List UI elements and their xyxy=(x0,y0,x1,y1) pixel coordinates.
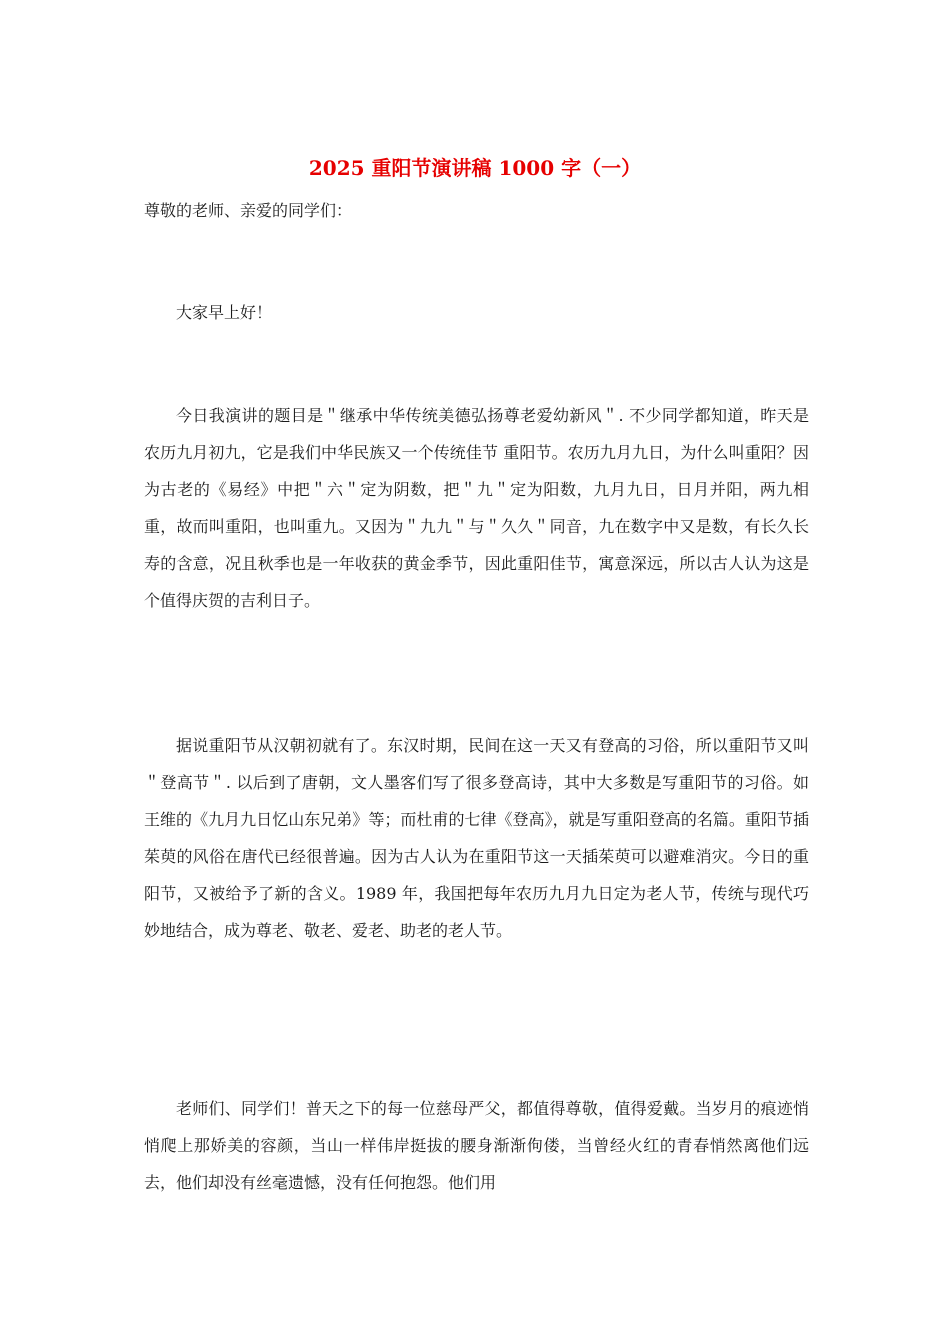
paragraph-history: 据说重阳节从汉朝初就有了。东汉时期，民间在这一天又有登高的习俗，所以重阳节又叫＂登高节＂. 以后到了唐朝，文人墨客们写了很多登高诗，其中大多数是写重阳节的习俗。如王维的《九月九日忆山东兄弟》等；而杜甫的七律《登高》，就是写重阳登高的名篇。重阳节插茱萸的风俗在唐代已经很普遍。因为古人认为在重阳节这一天插茱萸可以避难消灾。今日的重阳节，又被给予了新的含义。1989 年，我国把每年农历九月九日定为老人节，传统与现代巧妙地结合，成为尊老、敬老、爱老、助老的老人节。 xyxy=(144,736,809,940)
paragraph-teachers: 老师们、同学们！普天之下的每一位慈母严父，都值得尊敬，值得爱戴。当岁月的痕迹悄悄爬上那娇美的容颜，当山一样伟岸挺拔的腰身渐渐佝偻，当曾经火红的青春悄然离他们远去，他们却没有丝毫遗憾，没有任何抱怨。他们用 xyxy=(144,1099,809,1192)
paragraph-topic: 今日我演讲的题目是＂继承中华传统美德弘扬尊老爱幼新风＂. 不少同学都知道，昨天是农历九月初九，它是我们中华民族又一个传统佳节 重阳节。农历九月九日，为什么叫重阳？因为古老的《易经》中把＂六＂定为阴数，把＂九＂定为阳数，九月九日，日月并阳，两九相重，故而叫重阳，也叫重九。又因为＂九九＂与＂久久＂同音，九在数字中又是数，有长久长寿的含意，况且秋季也是一年收获的黄金季节，因此重阳佳节，寓意深远，所以古人认为这是个值得庆贺的吉利日子。 xyxy=(144,406,809,610)
document-title: 2025 重阳节演讲稿 1000 字（一） xyxy=(308,156,642,180)
salutation: 尊敬的老师、亲爱的同学们： xyxy=(144,201,353,220)
paragraph-greeting: 大家早上好！ xyxy=(176,303,273,322)
